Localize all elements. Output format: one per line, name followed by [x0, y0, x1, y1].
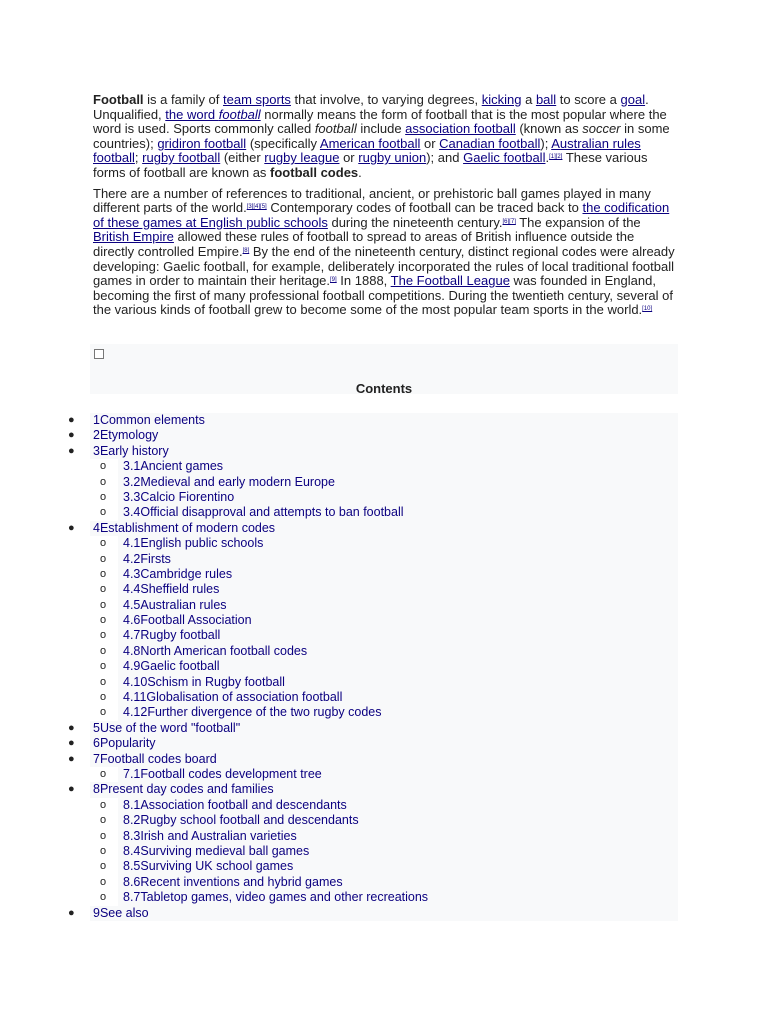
- term-football: Football: [93, 92, 144, 107]
- toc-item-background: [90, 736, 678, 751]
- link-team-sports[interactable]: team sports: [223, 92, 291, 107]
- bullet-icon: ●: [68, 783, 75, 796]
- bullet-icon: ●: [68, 906, 75, 919]
- toc-item-link[interactable]: 4.4Sheffield rules: [123, 582, 220, 597]
- toc-item[interactable]: [0, 552, 768, 567]
- toc-item[interactable]: [0, 582, 768, 597]
- link-kicking[interactable]: kicking: [481, 92, 522, 107]
- toc-item-link[interactable]: 3.2Medieval and early modern Europe: [123, 474, 335, 489]
- toc-item[interactable]: [0, 736, 768, 751]
- citation-ref[interactable]: [9]: [330, 277, 337, 284]
- circle-bullet-icon: o: [100, 460, 107, 473]
- bullet-icon: ●: [68, 521, 75, 534]
- toc-item[interactable]: [0, 767, 768, 782]
- link-codification[interactable]: the codification of these games at English public schools: [93, 200, 670, 230]
- toc-item[interactable]: [0, 782, 768, 797]
- toc-item-link[interactable]: 7.1Football codes development tree: [123, 766, 322, 781]
- toc-item-link[interactable]: 4Establishment of modern codes: [93, 520, 276, 535]
- toc-item-link[interactable]: 4.6Football Association: [123, 613, 252, 628]
- toc-item-link[interactable]: 8.3Irish and Australian varieties: [123, 828, 297, 843]
- toc-item-link[interactable]: 3.4Official disapproval and attempts to ban football: [123, 505, 404, 520]
- citation-ref[interactable]: [10]: [642, 306, 653, 313]
- toc-item-link[interactable]: 8.4Surviving medieval ball games: [123, 843, 310, 858]
- toc-item[interactable]: [0, 444, 768, 459]
- toc-item[interactable]: [0, 906, 768, 921]
- toc-item-background: [90, 906, 678, 921]
- toc-item[interactable]: [0, 890, 768, 905]
- bullet-icon: ●: [68, 429, 75, 442]
- link-australian-rules-football[interactable]: Australian rules football: [93, 135, 641, 166]
- circle-bullet-icon: o: [100, 644, 107, 657]
- toc-item[interactable]: [0, 567, 768, 582]
- toc-item[interactable]: [0, 475, 768, 490]
- bullet-icon: ●: [68, 444, 75, 457]
- circle-bullet-icon: o: [100, 691, 107, 704]
- toc-item-link[interactable]: 4.9Gaelic football: [123, 659, 220, 674]
- toc-item-link[interactable]: 8.5Surviving UK school games: [123, 859, 294, 874]
- circle-bullet-icon: o: [100, 829, 107, 842]
- toc-item[interactable]: [0, 721, 768, 736]
- circle-bullet-icon: o: [100, 767, 107, 780]
- link-american-football[interactable]: American football: [319, 135, 421, 151]
- link-gaelic-football[interactable]: Gaelic football: [463, 150, 546, 166]
- circle-bullet-icon: o: [100, 490, 107, 503]
- toc-item-link[interactable]: 9See also: [93, 905, 149, 920]
- toc-item-link[interactable]: 3.1Ancient games: [123, 459, 224, 474]
- toc-item[interactable]: [0, 813, 768, 828]
- toc-item[interactable]: [0, 859, 768, 874]
- toc-item[interactable]: [0, 628, 768, 643]
- toc-item-background: [90, 428, 678, 443]
- circle-bullet-icon: o: [100, 891, 107, 904]
- circle-bullet-icon: o: [100, 598, 107, 611]
- toc-item[interactable]: [0, 536, 768, 551]
- link-the-football-league[interactable]: The Football League: [390, 273, 510, 289]
- circle-bullet-icon: o: [100, 675, 107, 688]
- toc-item-link[interactable]: 4.8North American football codes: [123, 643, 308, 658]
- link-ball[interactable]: ball: [535, 92, 557, 107]
- circle-bullet-icon: o: [100, 614, 107, 627]
- toc-item-link[interactable]: 6Popularity: [93, 736, 156, 751]
- citation-ref[interactable]: [8]: [242, 247, 250, 254]
- term-football-codes: football codes: [270, 164, 359, 180]
- history-paragraph: There are a number of references to traditional, ancient, or prehistoric ball games played in many different parts of the world.[3][4][5] Contemporary codes of football can be traced back to the codification of these games at English public schools during the nineteenth century.[6][7] The expansion of the British Empire allowed these rules of football to spread to areas of British influence outside the directly controlled Empire.[8] By the end of the nineteenth century, distinct regional codes were already developing: Gaelic football, for example, deliberately incorporated the rules of local traditional football games in order to maintain their heritage.[9] In 1888, The Football League was founded in England, becoming the first of many professional football competitions. During the twentieth century, several of the various kinds of football grew to become some of the most popular team sports in the world.[10]: [93, 185, 675, 318]
- circle-bullet-icon: o: [100, 506, 107, 519]
- toc-item-link[interactable]: 3Early history: [93, 443, 169, 458]
- circle-bullet-icon: o: [100, 798, 107, 811]
- toc-item-background: [90, 444, 678, 459]
- toc-item-link[interactable]: 2Etymology: [93, 428, 159, 443]
- link-british-empire[interactable]: British Empire: [93, 229, 174, 245]
- link-goal[interactable]: goal: [620, 92, 646, 107]
- toc-item-link[interactable]: 1Common elements: [93, 413, 205, 427]
- toc-item-link[interactable]: 4.12Further divergence of the two rugby codes: [123, 705, 382, 720]
- citation-ref[interactable]: [1][2]: [549, 154, 563, 161]
- circle-bullet-icon: o: [100, 537, 107, 550]
- toc-item-link[interactable]: 7Football codes board: [93, 751, 217, 766]
- citation-ref[interactable]: [6][7]: [502, 218, 516, 225]
- toc-item-link[interactable]: 8.1Association football and descendants: [123, 797, 347, 812]
- circle-bullet-icon: o: [100, 706, 107, 719]
- link-rugby-football[interactable]: rugby football: [142, 150, 221, 166]
- circle-bullet-icon: o: [100, 875, 107, 888]
- link-canadian-football[interactable]: Canadian football: [439, 135, 541, 151]
- toc-item-background: [118, 552, 678, 567]
- toc-item[interactable]: [0, 505, 768, 520]
- link-the-word-football[interactable]: the word football: [165, 106, 261, 122]
- circle-bullet-icon: o: [100, 629, 107, 642]
- toc-item-link[interactable]: 4.5Australian rules: [123, 597, 227, 612]
- circle-bullet-icon: o: [100, 844, 107, 857]
- circle-bullet-icon: o: [100, 552, 107, 565]
- toc-item[interactable]: [0, 613, 768, 628]
- toc-item[interactable]: [0, 644, 768, 659]
- toc-item-link[interactable]: 4.3Cambridge rules: [123, 566, 233, 581]
- toc-item-link[interactable]: 4.2Firsts: [123, 551, 171, 566]
- toc-item[interactable]: [0, 829, 768, 844]
- toc-item-link[interactable]: 8.7Tabletop games, video games and other recreations: [123, 890, 429, 905]
- toc-item-link[interactable]: 8Present day codes and families: [93, 782, 274, 797]
- bullet-icon: ●: [68, 752, 75, 765]
- toc-item[interactable]: [0, 705, 768, 720]
- link-gridiron-football[interactable]: gridiron football: [157, 135, 247, 151]
- circle-bullet-icon: o: [100, 567, 107, 580]
- toc-item[interactable]: [0, 752, 768, 767]
- toc-item[interactable]: [0, 598, 768, 613]
- toc-item[interactable]: [0, 459, 768, 474]
- circle-bullet-icon: o: [100, 860, 107, 873]
- toc-toggle-checkbox[interactable]: [94, 349, 104, 359]
- circle-bullet-icon: o: [100, 660, 107, 673]
- toc-item[interactable]: [0, 428, 768, 443]
- link-rugby-league[interactable]: rugby league: [264, 150, 340, 166]
- circle-bullet-icon: o: [100, 475, 107, 488]
- toc-item-link[interactable]: 4.10Schism in Rugby football: [123, 674, 285, 689]
- toc-item-link[interactable]: 4.7Rugby football: [123, 628, 221, 643]
- bullet-icon: ●: [68, 737, 75, 750]
- toc-item[interactable]: [0, 690, 768, 705]
- circle-bullet-icon: o: [100, 583, 107, 596]
- toc-item[interactable]: [0, 844, 768, 859]
- toc-item[interactable]: [0, 490, 768, 505]
- link-rugby-union[interactable]: rugby union: [358, 150, 427, 166]
- citation-ref[interactable]: [3][4][5]: [246, 204, 267, 211]
- toc-item[interactable]: [0, 659, 768, 674]
- article-body: [93, 93, 675, 318]
- toc-item[interactable]: [0, 798, 768, 813]
- toc-item-link[interactable]: 8.6Recent inventions and hybrid games: [123, 874, 343, 889]
- bullet-icon: ●: [68, 721, 75, 734]
- toc-item-link[interactable]: 3.3Calcio Fiorentino: [123, 489, 235, 504]
- bullet-icon: ●: [68, 414, 75, 426]
- toc-title: Contents: [355, 381, 413, 396]
- link-association-football[interactable]: association football: [405, 121, 516, 137]
- intro-paragraph: Football is a family of team sports that involve, to varying degrees, kicking a ball to score a goal. Unqualified, the word football normally means the form of football that is the most popular where the word is used. Sports commonly called football include association football (known as soccer in some countries); gridiron football (specifically American football or Canadian football); Australian rules football; rugby football (either rugby league or rugby union); and Gaelic football.[1][2] These various forms of football are known as football codes.: [93, 92, 670, 180]
- toc-item[interactable]: [0, 875, 768, 890]
- toc-item-link[interactable]: 4.1English public schools: [123, 536, 264, 551]
- toc-list: [0, 413, 768, 921]
- toc-item[interactable]: [0, 675, 768, 690]
- toc-item[interactable]: [0, 521, 768, 536]
- toc-item-link[interactable]: 4.11Globalisation of association football: [123, 690, 343, 705]
- circle-bullet-icon: o: [100, 814, 107, 827]
- toc-item-link[interactable]: 5Use of the word "football": [93, 720, 241, 735]
- toc-item[interactable]: [0, 413, 768, 428]
- toc-item-link[interactable]: 8.2Rugby school football and descendants: [123, 813, 359, 828]
